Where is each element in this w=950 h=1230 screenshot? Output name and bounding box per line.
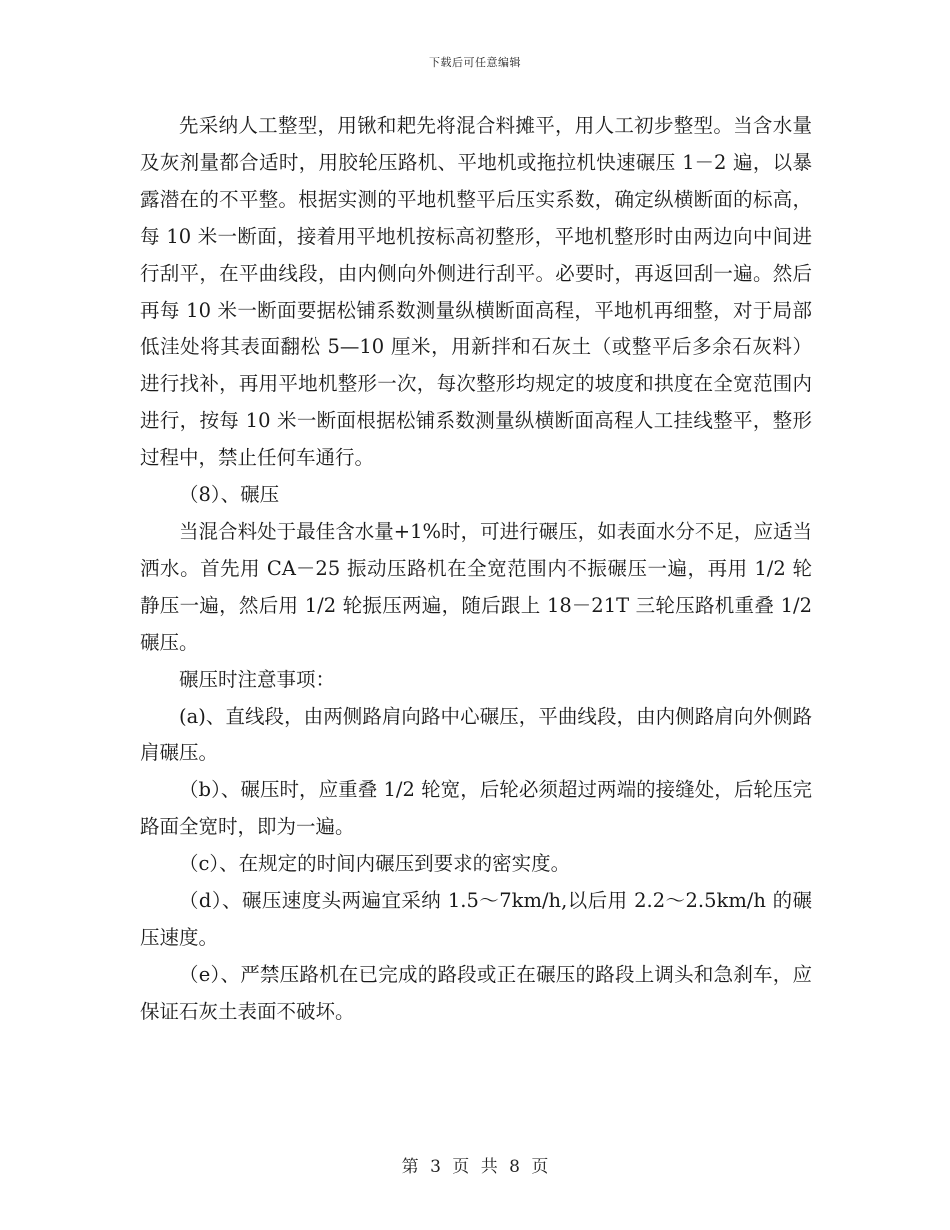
paragraph-rolling-notes-title: 碾压时注意事项： — [179, 667, 336, 691]
section-heading-rolling: （8）、碾压 — [179, 483, 280, 507]
list-item-c: （c）、在规定的时间内碾压到要求的密实度。 — [179, 852, 571, 876]
page-header: 下载后可任意编辑 — [429, 56, 521, 69]
paragraph-rolling: 当混合料处于最佳含水量+1%时，可进行碾压，如表面水分不足，应适当洒水。首先用 CA－25 振动压路机在全宽范围内不振碾压一遍，再用 1/2 轮静压一遍，然后用 1/2 轮振压两遍，随后跟上 18－21T 三轮压路机重叠 1/2 碾压。 — [140, 519, 812, 654]
page-number: 第 3 页 共 8 页 — [401, 1157, 549, 1177]
list-item-b: （b）、碾压时，应重叠 1/2 轮宽，后轮必须超过两端的接缝处，后轮压完路面全宽时，即为一遍。 — [140, 778, 812, 839]
list-item-a: (a)、直线段，由两侧路肩向路中心碾压，平曲线段，由内侧路肩向外侧路肩碾压。 — [140, 704, 812, 765]
list-item-d: （d）、碾压速度头两遍宜采纳 1.5～7km/h,以后用 2.2～2.5km/h 的碾压速度。 — [140, 889, 812, 949]
document-body — [140, 108, 812, 1031]
paragraph-leveling: 先采纳人工整型，用锹和耙先将混合料摊平，用人工初步整型。当含水量及灰剂量都合适时，用胶轮压路机、平地机或拖拉机快速碾压 1－2 遍，以暴露潜在的不平整。根据实测的平地机整平后压实系数，确定纵横断面的标高，每 10 米一断面，接着用平地机按标高初整形，平地机整形时由两边向中间进行刮平，在平曲线段，由内侧向外侧进行刮平。必要时，再返回刮一遍。然后再每 10 米一断面要据松铺系数测量纵横断面高程，平地机再细整，对于局部低洼处将其表面翻松 5—10 厘米，用新拌和石灰土（或整平后多余石灰料）进行找补，再用平地机整形一次，每次整形均规定的坡度和拱度在全宽范围内进行，按每 10 米一断面根据松铺系数测量纵横断面高程人工挂线整平，整形过程中，禁止任何车通行。 — [140, 114, 812, 470]
list-item-e: （e）、严禁压路机在已完成的路段或正在碾压的路段上调头和急刹车，应保证石灰土表面不破坏。 — [140, 962, 812, 1023]
